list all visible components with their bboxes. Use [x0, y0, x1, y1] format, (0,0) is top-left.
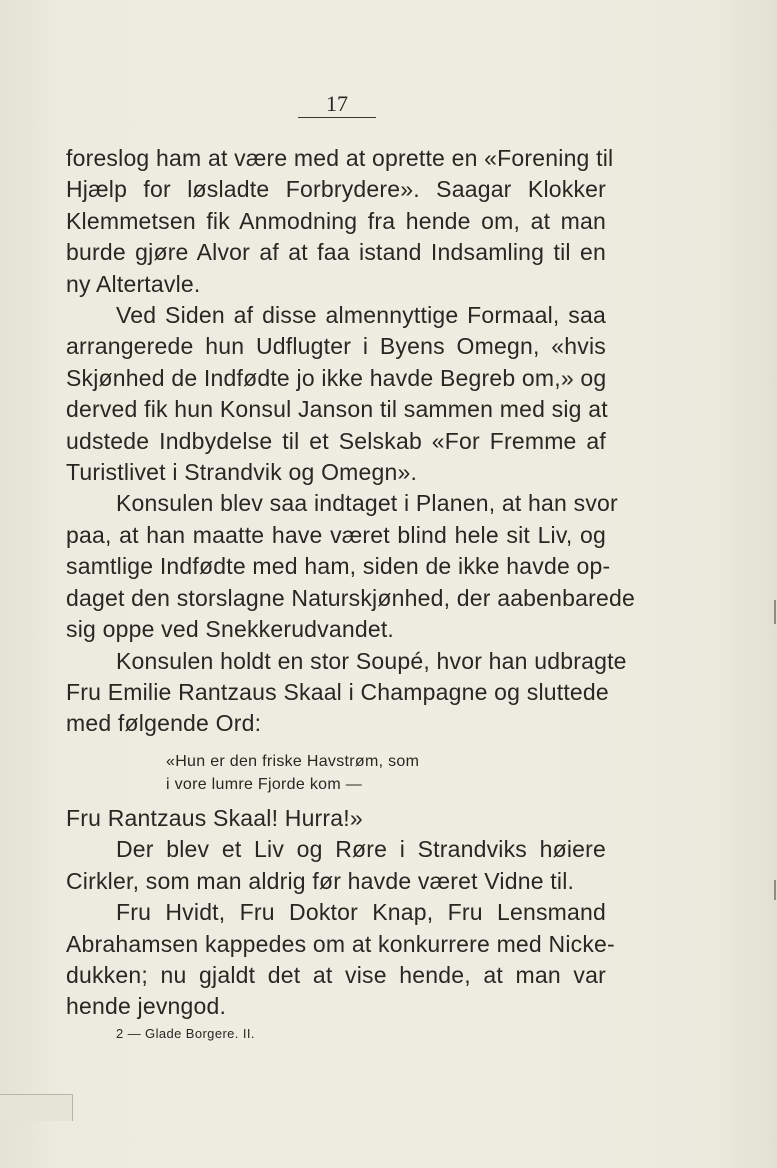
verse-line: «Hun er den friske Havstrøm, som — [166, 753, 420, 770]
verse-line: i vore lumre Fjorde kom — — [166, 776, 362, 793]
text-line: udstede Indbydelse til et Selskab «For Fremme af — [66, 427, 606, 454]
text-line: med følgende Ord: — [66, 710, 262, 737]
page-tab-mark — [0, 1094, 73, 1121]
text-line: hende jevngod. — [66, 993, 227, 1020]
text-line: Fru Emilie Rantzaus Skaal i Champagne og sluttede — [66, 678, 609, 705]
page-edge-mark — [774, 600, 776, 624]
text-line: Turistlivet i Strandvik og Omegn». — [66, 459, 418, 486]
text-line: foreslog ham at være med at oprette en «Forening til — [66, 145, 614, 171]
text-line: Hjælp for løsladte Forbrydere». Saagar Klokker — [66, 176, 606, 203]
text-line: dukken; nu gjaldt det at vise hende, at man var — [66, 962, 606, 989]
body-text — [66, 143, 635, 740]
text-line: Fru Rantzaus Skaal! Hurra!» — [66, 805, 363, 831]
text-line: Konsulen holdt en stor Soupé, hvor han udbragte — [116, 647, 627, 674]
text-line: arrangerede hun Udflugter i Byens Omegn, «hvis — [66, 333, 606, 360]
text-line: samtlige Indfødte med ham, siden de ikke havde op- — [66, 553, 611, 580]
page-number: 17 — [298, 91, 376, 118]
body-text-continued — [66, 803, 615, 1023]
signature-footer: 2 — Glade Borgere. II. — [116, 1026, 255, 1041]
text-line: Abrahamsen kappedes om at konkurrere med Nicke- — [66, 930, 615, 957]
text-line: Cirkler, som man aldrig før havde været Vidne til. — [66, 867, 575, 894]
text-line: paa, at han maatte have været blind hele sit Liv, og — [66, 521, 606, 548]
text-line: burde gjøre Alvor af at faa istand Indsamling til en — [66, 239, 606, 266]
text-line: sig oppe ved Snekkerudvandet. — [66, 616, 395, 643]
page-edge-mark — [774, 880, 776, 900]
text-line: Klemmetsen fik Anmodning fra hende om, at man — [66, 207, 606, 234]
text-line: ny Altertavle. — [66, 270, 201, 297]
text-line: Der blev et Liv og Røre i Strandviks høiere — [116, 836, 606, 863]
text-line: Ved Siden af disse almennyttige Formaal, saa — [116, 302, 606, 329]
verse-quote — [166, 750, 466, 796]
text-line: Fru Hvidt, Fru Doktor Knap, Fru Lensmand — [116, 899, 606, 926]
text-line: Konsulen blev saa indtaget i Planen, at han svor — [116, 490, 618, 517]
text-line: daget den storslagne Naturskjønhed, der aabenbarede — [66, 584, 635, 611]
text-line: derved fik hun Konsul Janson til sammen med sig at — [66, 396, 608, 423]
text-line: Skjønhed de Indfødte jo ikke havde Begreb om,» og — [66, 364, 607, 391]
